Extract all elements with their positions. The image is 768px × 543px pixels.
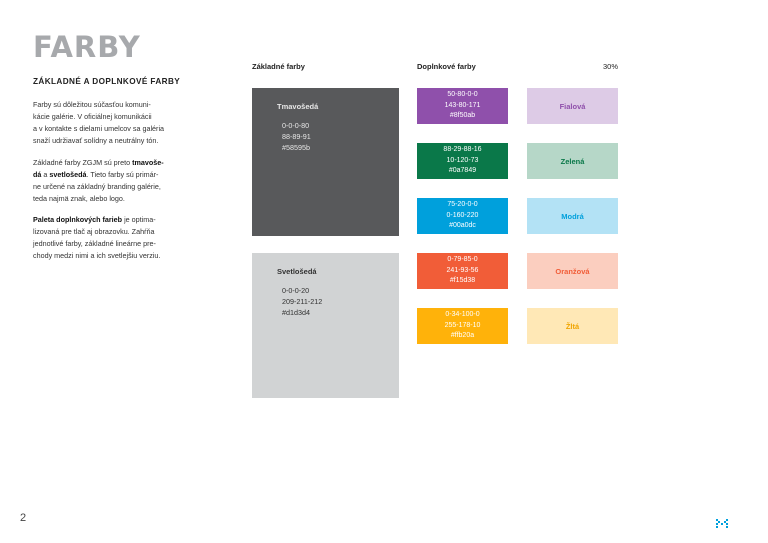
text-line [33,169,203,181]
rgb-value: 88-89-91 [282,132,311,141]
swatch-orange [417,253,508,289]
text-line: ne určené na základný branding galérie, [33,182,161,191]
color-name: Zelená [560,156,585,166]
text-line: kácie galérie. V oficiálnej komunikácii [33,112,152,121]
swatch-light-gray [252,253,399,398]
bold-text: dá [33,170,42,179]
color-name: Svetlošedá [277,267,317,276]
text-line: jednotlivé farby, základné lineárne pre- [33,239,156,248]
rgb-value: 209-211-212 [282,297,323,306]
swatch-dark-gray [252,88,399,236]
color-name: Modrá [561,211,584,221]
hex-value: #58595b [282,143,310,152]
text-line: snaží udržiavať solídny a neutrálny tón. [33,136,159,145]
basic-colors-heading: Základné farby [252,62,305,71]
bold-text: Paleta doplnkových farieb [33,215,123,224]
bold-text: tmavoše- [132,158,164,167]
cmyk-value: 0-79-85-0 [447,256,478,264]
rgb-value: 241-93-56 [446,266,479,274]
text-span: je optima- [122,215,156,224]
rgb-value: 255-178-10 [444,321,481,329]
intro-paragraph-2 [33,157,203,205]
color-codes [282,120,311,153]
swatch-blue-tint [527,198,618,234]
tint-percent-label: 30% [603,62,619,71]
swatch-orange-tint [527,253,618,289]
text-span: a [41,170,50,179]
page-number: 2 [20,512,27,524]
logo-svg [716,519,728,529]
text-span: Základné farby ZGJM sú preto [33,158,133,167]
cmyk-value: 50-80-0-0 [447,91,478,99]
additional-colors-heading: Doplnkové farby [417,62,476,71]
text-line: Farby sú dôležitou súčasťou komuni- [33,100,151,109]
text-line [33,157,203,169]
hex-value: #d1d3d4 [282,308,310,317]
text-span: . Tieto farby sú primár- [86,170,159,179]
text-line: a v kontakte s dielami umelcov sa galéria [33,124,165,133]
swatch-green-tint [527,143,618,179]
color-codes [282,285,322,318]
cmyk-value: 75-20-0-0 [447,201,478,209]
bold-text: svetlošedá [49,170,87,179]
text-line: chody medzi nimi a ich svetlejšiu verziu. [33,251,161,260]
color-name: Tmavošedá [277,102,319,111]
swatch-yellow-tint [527,308,618,344]
swatch-green [417,143,508,179]
rgb-value: 10-120-73 [446,156,479,164]
intro-paragraph-1 [33,99,203,147]
section-subtitle: ZÁKLADNÉ A DOPLNKOVÉ FARBY [33,77,181,86]
hex-value: #f15d38 [449,277,476,285]
color-name: Fialová [559,101,586,111]
color-name: Oranžová [555,266,590,276]
cmyk-value: 0-34-100-0 [445,311,480,319]
page-title: FARBY [33,30,141,64]
hex-value: #0a7849 [448,167,477,175]
hex-value: #ffb20a [450,332,475,340]
color-name: Žltá [565,321,580,331]
zgjm-logo-icon [716,516,728,534]
cmyk-value: 88-29-88-16 [443,146,482,154]
hex-value: #8f50ab [449,112,476,120]
rgb-value: 0-160-220 [446,211,479,219]
hex-value: #00a0dc [449,222,476,230]
cmyk-value: 0-0-0-80 [282,121,310,130]
intro-paragraph-3 [33,214,203,262]
swatch-violet-tint [527,88,618,124]
swatch-blue [417,198,508,234]
rgb-value: 143-80-171 [444,101,481,109]
text-line [33,214,203,226]
swatch-yellow [417,308,508,344]
text-line: teda najmä znak, alebo logo. [33,194,125,203]
swatch-violet [417,88,508,124]
cmyk-value: 0-0-0-20 [282,286,310,295]
text-line: lizovaná pre tlač aj obrazovku. Zahŕňa [33,227,155,236]
